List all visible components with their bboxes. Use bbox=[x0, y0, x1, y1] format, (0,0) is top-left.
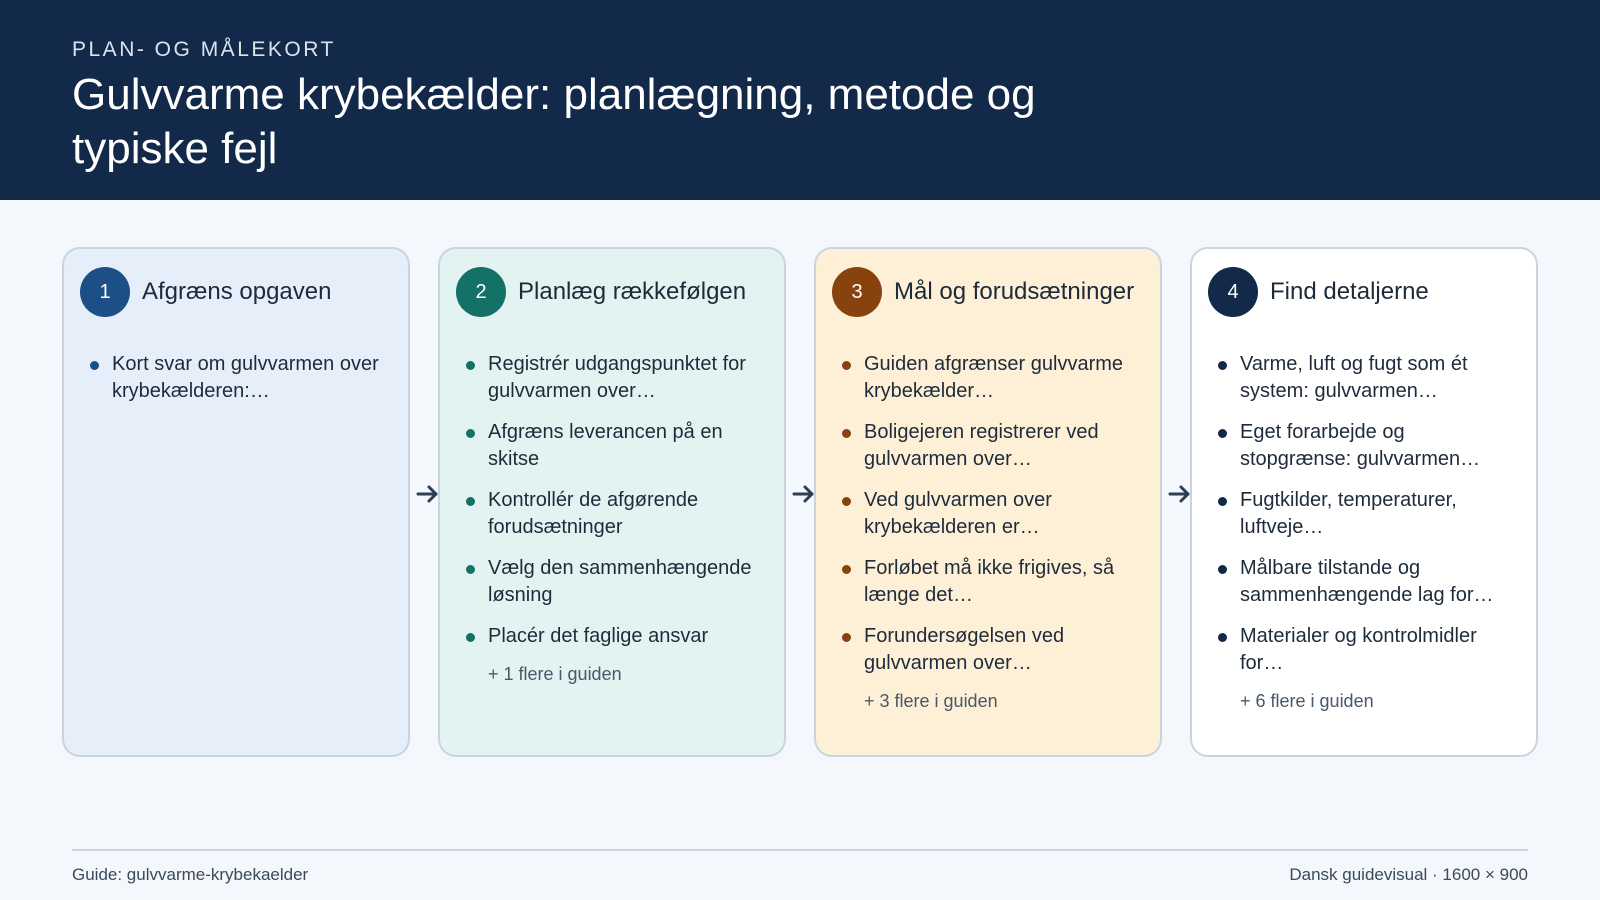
step-title: Afgræns opgaven bbox=[142, 278, 332, 305]
bullet-dot-icon bbox=[842, 565, 851, 574]
footer-guide-slug: Guide: gulvvarme-krybekaelder bbox=[72, 865, 309, 884]
step-number-badge: 1 bbox=[80, 267, 130, 317]
step-card-header bbox=[1208, 267, 1520, 317]
step-title: Mål og forudsætninger bbox=[894, 278, 1135, 305]
bullet-item bbox=[466, 419, 768, 473]
bullet-text: Guiden afgrænser gulvvarme krybekælder… bbox=[864, 353, 1124, 402]
bullet-item bbox=[842, 555, 1144, 609]
bullet-text: Kort svar om gulvvarmen over krybekælderen:… bbox=[112, 353, 379, 402]
bullet-item bbox=[1218, 555, 1520, 609]
bullet-dot-icon bbox=[90, 361, 99, 370]
step-card-header bbox=[832, 267, 1144, 317]
bullet-dot-icon bbox=[1218, 429, 1227, 438]
step-card-3 bbox=[814, 247, 1162, 757]
bullet-item bbox=[1218, 487, 1520, 541]
bullet-text: Kontrollér de afgørende forudsætninger bbox=[488, 489, 699, 538]
step-bullet-list bbox=[1208, 351, 1520, 677]
bullet-item bbox=[842, 623, 1144, 677]
bullet-dot-icon bbox=[842, 633, 851, 642]
bullet-item bbox=[90, 351, 392, 405]
step-title: Planlæg rækkefølgen bbox=[518, 278, 747, 305]
more-in-guide-note: + 1 flere i guiden bbox=[488, 664, 622, 684]
bullet-text: Boligejeren registrerer ved gulvvarmen over… bbox=[864, 421, 1099, 470]
bullet-item bbox=[466, 623, 768, 650]
bullet-dot-icon bbox=[842, 429, 851, 438]
step-bullet-list bbox=[80, 351, 392, 405]
header-banner bbox=[0, 0, 1600, 200]
bullet-text: Registrér udgangspunktet for gulvvarmen over… bbox=[488, 353, 746, 402]
bullet-text: Forløbet må ikke frigives, så længe det… bbox=[864, 557, 1115, 606]
bullet-dot-icon bbox=[466, 633, 475, 642]
bullet-dot-icon bbox=[842, 497, 851, 506]
step-card-2 bbox=[438, 247, 786, 757]
bullet-text: Eget forarbejde og stopgrænse: gulvvarmen… bbox=[1240, 421, 1481, 470]
step-bullet-list bbox=[456, 351, 768, 650]
step-card-header bbox=[80, 267, 392, 317]
bullet-text: Placér det faglige ansvar bbox=[488, 625, 709, 647]
bullet-item bbox=[466, 351, 768, 405]
bullet-text: Forundersøgelsen ved gulvvarmen over… bbox=[864, 625, 1065, 674]
step-number-badge: 3 bbox=[832, 267, 882, 317]
bullet-item bbox=[466, 555, 768, 609]
footer-credit: Dansk guidevisual · 1600 × 900 bbox=[1289, 865, 1528, 884]
bullet-dot-icon bbox=[1218, 361, 1227, 370]
bullet-item bbox=[842, 419, 1144, 473]
more-in-guide-note: + 6 flere i guiden bbox=[1240, 691, 1374, 711]
bullet-item bbox=[842, 487, 1144, 541]
bullet-dot-icon bbox=[466, 565, 475, 574]
bullet-item bbox=[1218, 419, 1520, 473]
bullet-dot-icon bbox=[1218, 565, 1227, 574]
bullet-text: Materialer og kontrolmidler for… bbox=[1240, 625, 1477, 674]
bullet-dot-icon bbox=[466, 497, 475, 506]
step-bullet-list bbox=[832, 351, 1144, 677]
step-card-1 bbox=[62, 247, 410, 757]
more-in-guide-note: + 3 flere i guiden bbox=[864, 691, 998, 711]
bullet-dot-icon bbox=[466, 429, 475, 438]
step-card-header bbox=[456, 267, 768, 317]
step-number-badge: 4 bbox=[1208, 267, 1258, 317]
bullet-text: Varme, luft og fugt som ét system: gulvvarmen… bbox=[1240, 353, 1468, 402]
eyebrow-label: PLAN- OG MÅLEKORT bbox=[72, 38, 336, 61]
step-card-4 bbox=[1190, 247, 1538, 757]
bullet-dot-icon bbox=[466, 361, 475, 370]
bullet-item bbox=[1218, 351, 1520, 405]
step-number-badge: 2 bbox=[456, 267, 506, 317]
bullet-item bbox=[1218, 623, 1520, 677]
bullet-text: Vælg den sammenhængende løsning bbox=[488, 557, 752, 606]
bullet-dot-icon bbox=[842, 361, 851, 370]
bullet-item bbox=[466, 487, 768, 541]
bullet-text: Afgræns leverancen på en skitse bbox=[488, 421, 723, 470]
bullet-text: Ved gulvvarmen over krybekælderen er… bbox=[864, 489, 1052, 538]
bullet-dot-icon bbox=[1218, 633, 1227, 642]
bullet-text: Målbare tilstande og sammenhængende lag for… bbox=[1240, 557, 1494, 606]
bullet-item bbox=[842, 351, 1144, 405]
bullet-dot-icon bbox=[1218, 497, 1227, 506]
bullet-text: Fugtkilder, temperaturer, luftveje… bbox=[1240, 489, 1457, 538]
page-title: Gulvvarme krybekælder: planlægning, metode og typiske fejl bbox=[72, 70, 1036, 173]
footer-divider bbox=[72, 849, 1528, 851]
step-title: Find detaljerne bbox=[1270, 278, 1429, 305]
